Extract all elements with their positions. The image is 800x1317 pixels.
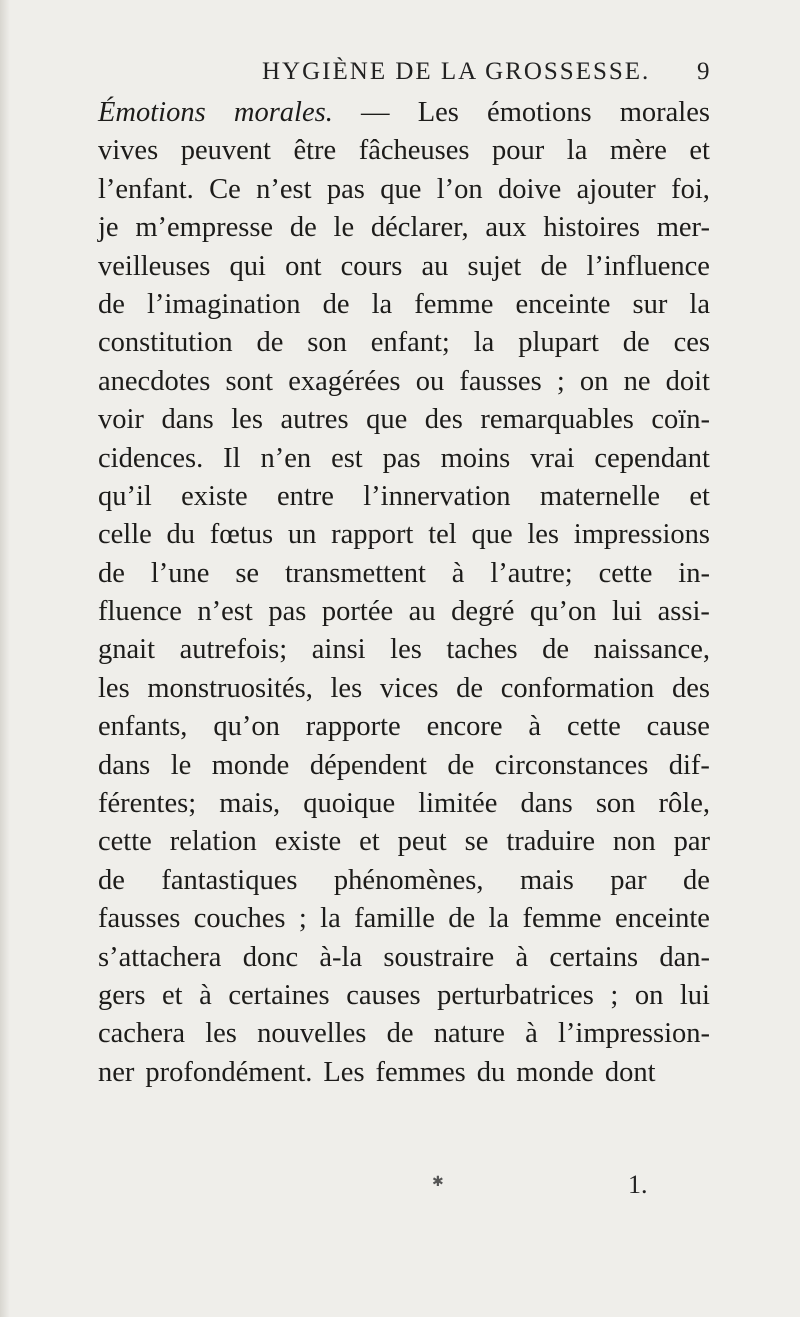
- text-line: gnait autrefois; ainsi les taches de naissance,: [98, 634, 710, 666]
- text-line: je m’empresse de le déclarer, aux histoires mer-: [98, 212, 710, 244]
- text-line: Émotions morales. — Les émotions morales: [98, 97, 710, 128]
- page-number: 9: [697, 58, 710, 85]
- text-line: cidences. Il n’en est pas moins vrai cependant: [98, 442, 710, 474]
- text-line: ner profondément. Les femmes du monde dont: [98, 1056, 656, 1088]
- text-line: cachera les nouvelles de nature à l’impression-: [98, 1018, 710, 1050]
- text-line: dans le monde dépendent de circonstances dif-: [98, 749, 710, 781]
- text-line: de l’imagination de la femme enceinte sur la: [98, 288, 710, 320]
- page-edge-shadow: [0, 0, 10, 1317]
- text-line: s’attachera donc à-la soustraire à certains dan-: [98, 941, 710, 973]
- text-line: les monstruosités, les vices de conformation des: [98, 672, 710, 704]
- text-line: constitution de son enfant; la plupart de ces: [98, 327, 710, 359]
- text-line: voir dans les autres que des remarquables coïn-: [98, 404, 710, 436]
- text-line: enfants, qu’on rapporte encore à cette cause: [98, 711, 710, 743]
- text-line: férentes; mais, quoique limitée dans son rôle,: [98, 788, 710, 820]
- text-line: vives peuvent être fâcheuses pour la mère et: [98, 135, 710, 167]
- running-title: HYGIÈNE DE LA GROSSESSE.: [262, 58, 651, 85]
- text-line: de fantastiques phénomènes, mais par de: [98, 864, 710, 896]
- text-line: veilleuses qui ont cours au sujet de l’influence: [98, 250, 710, 282]
- text-line: cette relation existe et peut se traduire non par: [98, 826, 710, 858]
- printer-mark: ✱: [432, 1175, 444, 1190]
- text-line: fluence n’est pas portée au degré qu’on lui assi-: [98, 596, 710, 628]
- text-line: qu’il existe entre l’innervation maternelle et: [98, 480, 710, 512]
- body-text: [98, 94, 710, 1092]
- signature-mark: 1.: [628, 1170, 648, 1199]
- text-line: l’enfant. Ce n’est pas que l’on doive ajouter foi,: [98, 173, 710, 205]
- text-line: gers et à certaines causes perturbatrices ; on lui: [98, 979, 710, 1011]
- text-line: anecdotes sont exagérées ou fausses ; on ne doit: [98, 365, 710, 397]
- text-line: fausses couches ; la famille de la femme enceinte: [98, 903, 710, 935]
- text-line: celle du fœtus un rapport tel que les impressions: [98, 519, 710, 551]
- text-line: de l’une se transmettent à l’autre; cette in-: [98, 557, 710, 589]
